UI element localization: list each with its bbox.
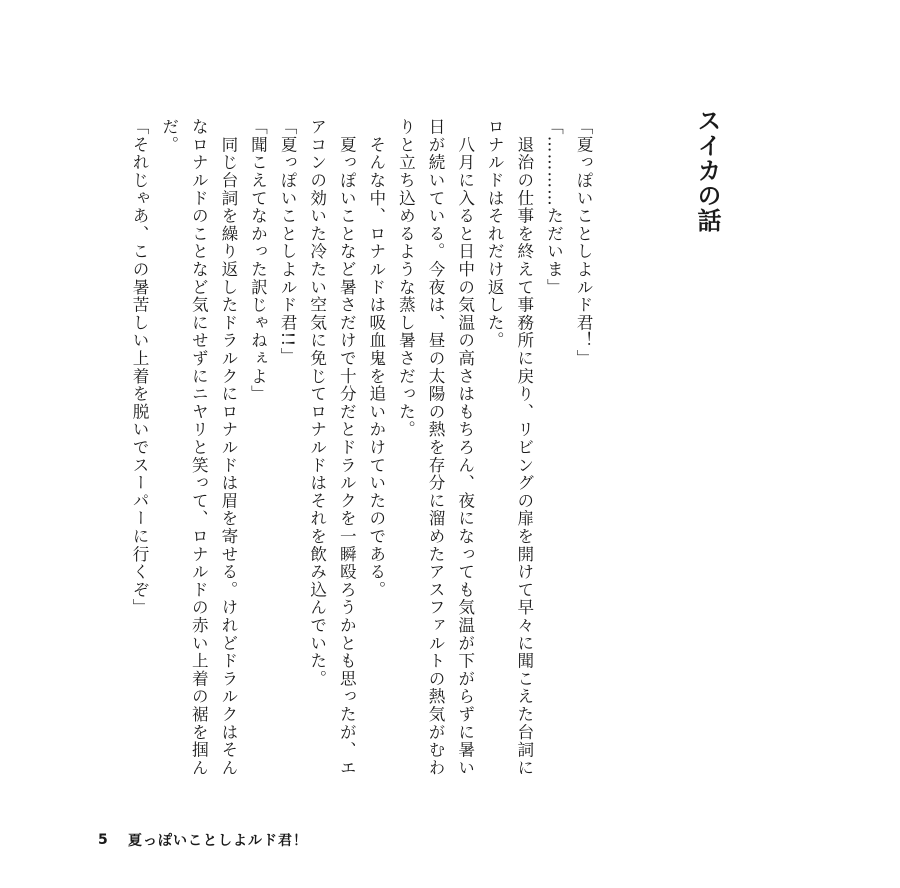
paragraph: そんな中、ロナルドは吸血鬼を追いかけていたのである。 bbox=[366, 118, 386, 599]
paragraph: 退治の仕事を終えて事務所に戻り、リビングの扉を開けて早々に聞こえた台詞にロナルドはそれだけ返した。 bbox=[485, 118, 534, 777]
paragraph: 「…………ただいま」 bbox=[544, 118, 564, 296]
body-text bbox=[118, 118, 598, 778]
paragraph: 夏っぽいことなど暑さだけで十分だとドラルクを一瞬殴ろうかとも思ったが、エアコンの効いた冷たい空気に免じてロナルドはそれを飲み込んでいた。 bbox=[307, 118, 357, 777]
page-number: 5 bbox=[98, 832, 108, 848]
running-title: 夏っぽいことしよルド君！ bbox=[128, 833, 308, 849]
paragraph: 「それじゃあ、この暑苦しい上着を脱いでスーパーに行くぞ」 bbox=[130, 118, 150, 617]
paragraph: 「聞こえてなかった訳じゃねぇよ」 bbox=[248, 118, 268, 403]
page-footer bbox=[98, 828, 308, 852]
chapter-title: スイカの話 bbox=[693, 108, 721, 233]
paragraph: 「夏っぽいことしよルド君!!」 bbox=[278, 118, 298, 366]
paragraph: 同じ台詞を繰り返したドラルクにロナルドは眉を寄せる。けれどドラルクはそんなロナルドのことなど気にせずにニヤリと笑って、ロナルドの赤い上着の裾を掴んだ。 bbox=[159, 118, 238, 777]
paragraph: 八月に入ると日中の気温の高さはもちろん、夜になっても気温が下がらずに暑い日が続いている。今夜は、昼の太陽の熱を存分に溜めたアスファルトの熱気がむわりと立ち込めるような蒸し暑さだった。 bbox=[396, 118, 475, 777]
paragraph: 「夏っぽいことしよルド君！」 bbox=[574, 118, 593, 368]
